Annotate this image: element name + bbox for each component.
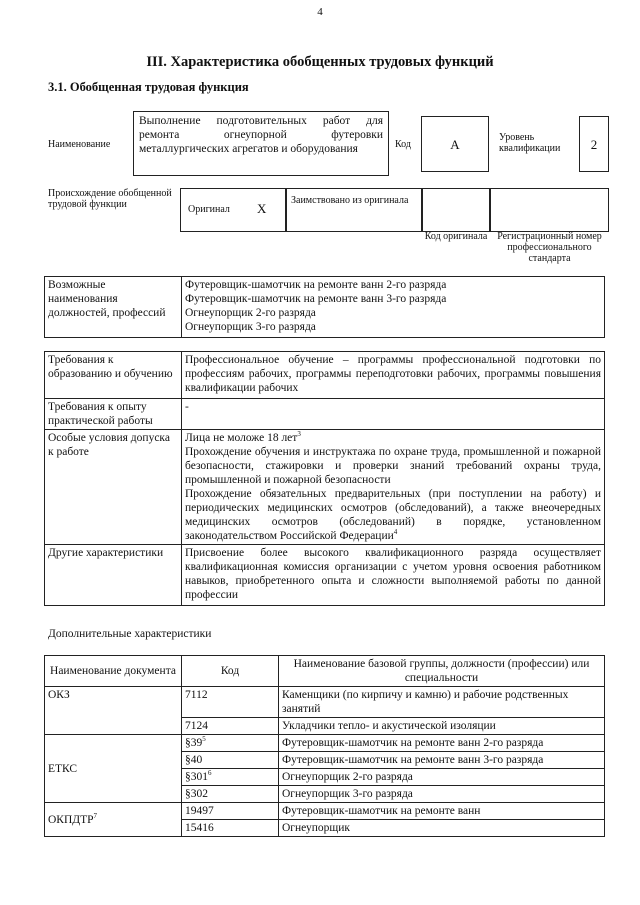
education-label: Требования к образованию и обучению: [45, 352, 182, 399]
code-original-label: Код оригинала: [424, 231, 488, 242]
okz-label: ОКЗ: [45, 687, 182, 735]
origin-label: Происхождение обобщенной трудовой функции: [48, 188, 172, 210]
subsection-title: 3.1. Обобщенная трудовая функция: [48, 80, 249, 94]
col-doc-header: Наименование документа: [45, 656, 182, 687]
positions-table: [44, 276, 605, 338]
original-label: Оригинал: [188, 204, 230, 215]
okz-code: 7124: [182, 718, 279, 735]
position-item: Огнеупорщик 2-го разряда: [185, 307, 316, 319]
etks-name: Огнеупорщик 3-го разряда: [279, 786, 605, 803]
reg-number-label: Регистрационный номер профессионального стандарта: [497, 231, 602, 264]
experience-label: Требования к опыту практической работы: [45, 399, 182, 430]
etks-name: Огнеупорщик 2-го разряда: [279, 769, 605, 786]
borrowed-cell: Заимствовано из оригинала: [286, 188, 422, 232]
additional-table: [44, 655, 605, 837]
original-cell: [180, 188, 286, 232]
page-number: 4: [317, 6, 323, 18]
name-label: Наименование: [48, 139, 111, 150]
okpdtr-name: Огнеупорщик: [279, 820, 605, 837]
other-value: Присвоение более высокого квалификационного разряда осуществляет квалификационная комиссия организации с учетом уровня освоения работником навыков, приобретенного опыта и сложности выполняемой работы по данной профессии: [182, 545, 605, 606]
okz-name: Укладчики тепло- и акустической изоляции: [279, 718, 605, 735]
code-value: A: [421, 116, 489, 172]
etks-label: ЕТКС: [45, 735, 182, 803]
conditions-training: Прохождение обучения и инструктажа по охране труда, промышленной и пожарной безопасности, стажировки и проверки знаний требований охраны труда, промышленной и пожарной безопасности: [185, 446, 601, 486]
positions-list: [182, 277, 605, 338]
code-original-cell: [422, 188, 490, 232]
position-item: Огнеупорщик 3-го разряда: [185, 321, 316, 333]
okpdtr-name: Футеровщик-шамотчик на ремонте ванн: [279, 803, 605, 820]
conditions-medical: Прохождение обязательных предварительных (при поступлении на работу) и периодических медицинских осмотров (обследований), а также внеочередных медицинских осмотров (обследований) в порядке, установленном законодательством Российской Федерации$^4$: [185, 488, 601, 542]
etks-name: Футеровщик-шамотчик на ремонте ванн 2-го разряда: [279, 735, 605, 752]
code-label: Код: [395, 139, 411, 150]
okpdtr-code: 15416: [182, 820, 279, 837]
positions-label: Возможные наименования должностей, профессий: [45, 277, 182, 338]
requirements-table: [44, 351, 605, 606]
level-label: Уровень квалификации: [499, 132, 561, 154]
col-code-header: Код: [182, 656, 279, 687]
name-value: Выполнение подготовительных работ для ремонта огнеупорной футеровки металлургических агрегатов и оборудования: [133, 111, 389, 176]
original-mark: X: [257, 201, 267, 216]
okz-code: 7112: [182, 687, 279, 718]
section-title: III. Характеристика обобщенных трудовых функций: [146, 54, 494, 70]
okz-name: Каменщики (по кирпичу и камню) и рабочие родственных занятий: [279, 687, 605, 718]
etks-code: $\S 39^5$: [182, 735, 279, 752]
conditions-value: [182, 430, 605, 545]
okpdtr-label: ОКПДТР$^7$: [45, 803, 182, 837]
level-value: 2: [579, 116, 609, 172]
education-value: Профессиональное обучение – программы профессиональной подготовки по профессиям рабочих, программы переподготовки рабочих, программы повышения квалификации рабочих: [182, 352, 605, 399]
conditions-label: Особые условия допуска к работе: [45, 430, 182, 545]
okpdtr-code: 19497: [182, 803, 279, 820]
other-label: Другие характеристики: [45, 545, 182, 606]
reg-number-cell: [490, 188, 609, 232]
position-item: Футеровщик-шамотчик на ремонте ванн 2-го разряда: [185, 279, 447, 291]
additional-title: Дополнительные характеристики: [48, 628, 212, 640]
etks-name: Футеровщик-шамотчик на ремонте ванн 3-го разряда: [279, 752, 605, 769]
etks-code: §40: [182, 752, 279, 769]
etks-code: $\S 301^6$: [182, 769, 279, 786]
conditions-age: Лица не моложе 18 лет$^3$: [185, 430, 301, 444]
position-item: Футеровщик-шамотчик на ремонте ванн 3-го разряда: [185, 293, 447, 305]
experience-value: -: [182, 399, 605, 430]
etks-code: §302: [182, 786, 279, 803]
col-name-header: Наименование базовой группы, должности (профессии) или специальности: [279, 656, 605, 687]
